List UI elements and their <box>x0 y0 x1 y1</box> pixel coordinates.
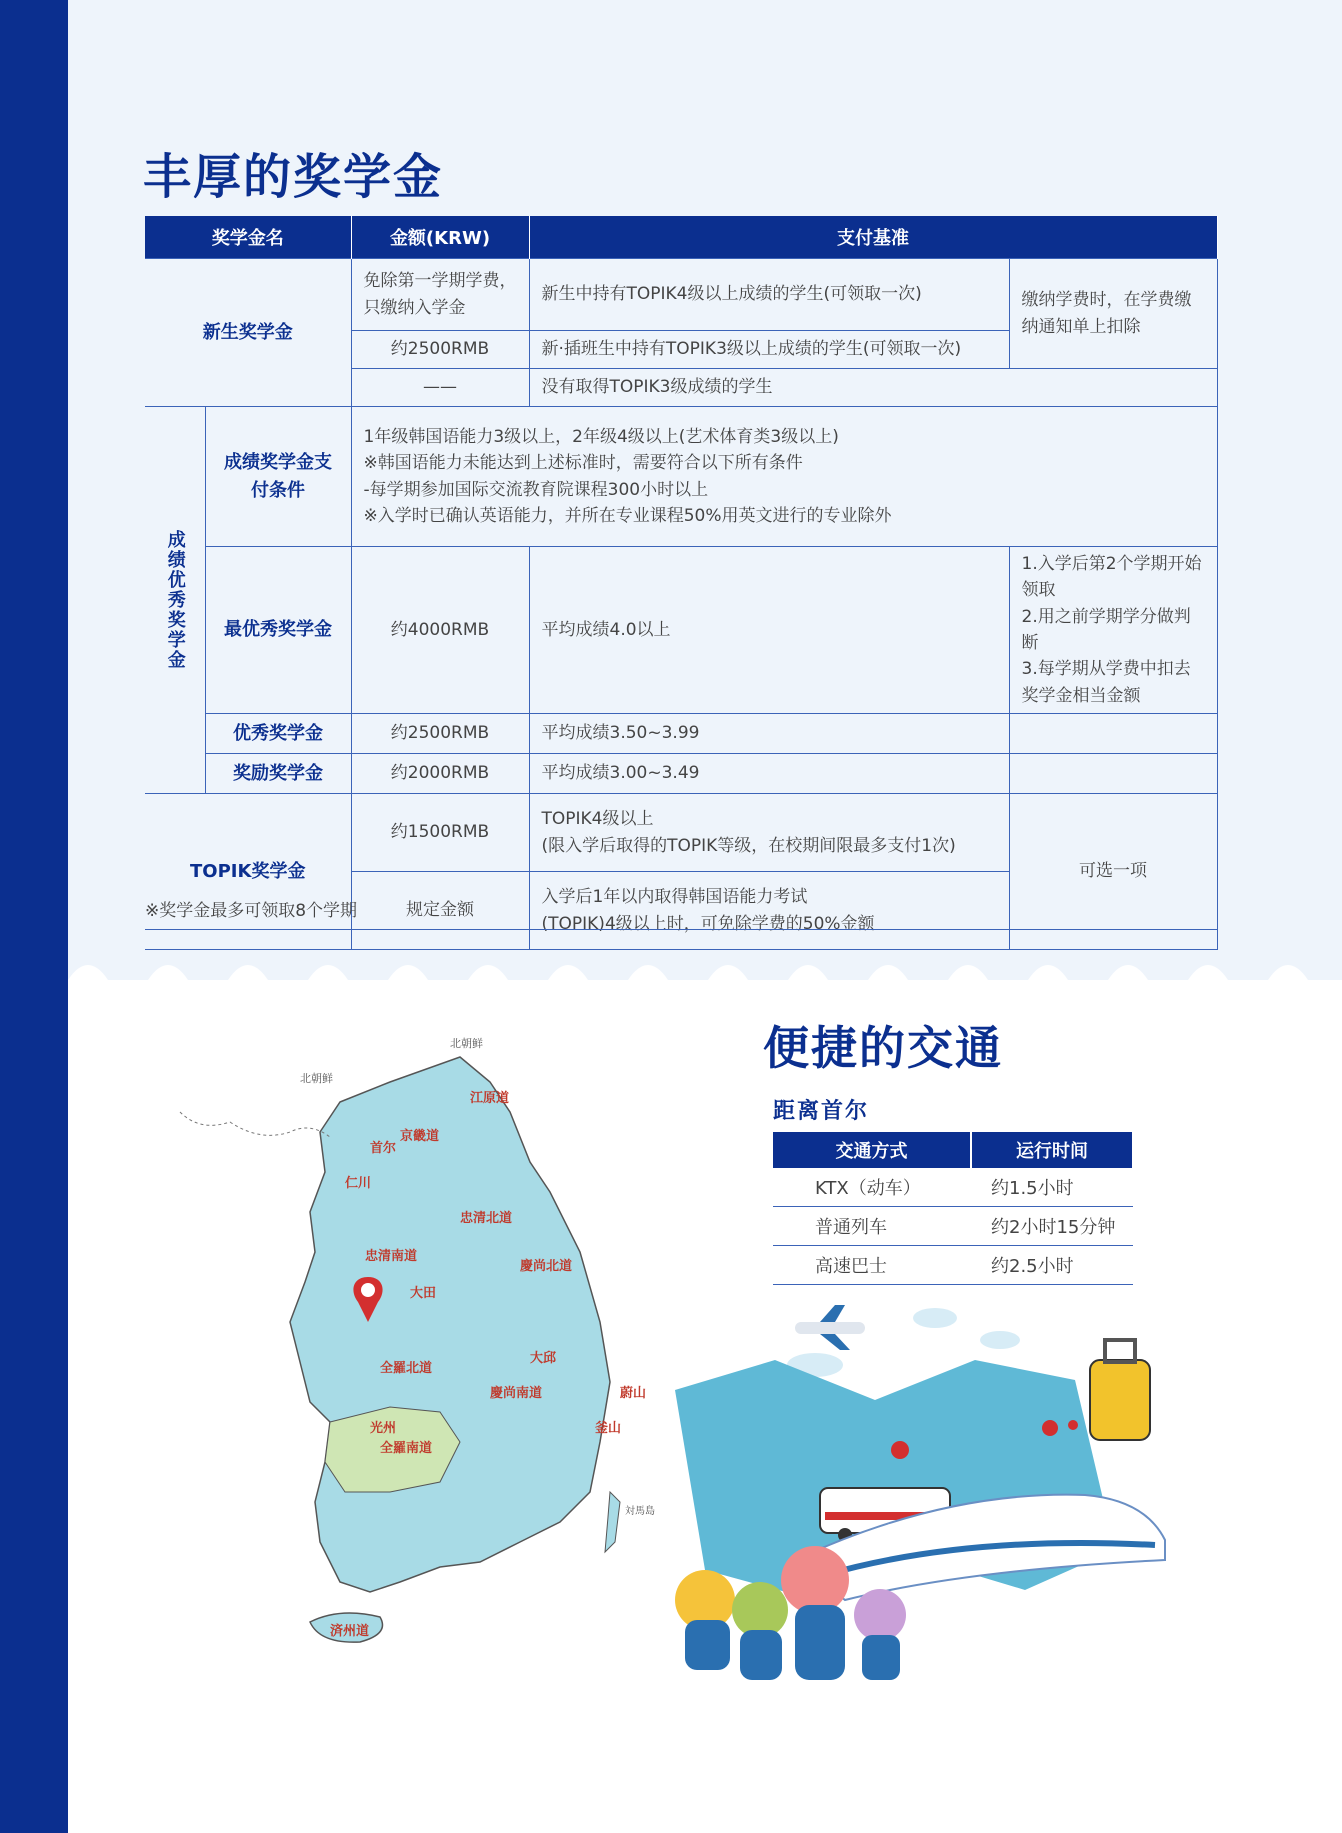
header-amount: 金额(KRW) <box>351 216 529 259</box>
scholarship-header-row <box>145 216 1217 259</box>
transport-title: 便捷的交通 <box>763 1021 1003 1075</box>
map-label-gyeongbuk: 慶尚北道 <box>520 1259 573 1274</box>
merit-group-name: 成绩优秀奖学金 <box>145 407 205 794</box>
scholarship-title: 丰厚的奖学金 <box>143 149 444 205</box>
map-label-incheon: 仁川 <box>345 1176 372 1191</box>
transport-illustration <box>645 1300 1175 1700</box>
map-label-daejeon: 大田 <box>410 1286 437 1301</box>
suitcase-icon <box>1090 1340 1150 1440</box>
map-label-jeonnam: 全羅南道 <box>380 1441 433 1456</box>
merit-note-1: 1.入学后第2个学期开始领取 <box>1021 554 1202 601</box>
mainland-shape <box>290 1057 610 1592</box>
map-label-chungbuk: 忠清北道 <box>460 1211 513 1226</box>
map-label-jeonbuk: 全羅北道 <box>380 1361 433 1376</box>
freshman-scholarship-name: 新生奖学金 <box>145 259 351 407</box>
table-row <box>773 1168 1133 1207</box>
transport-subtitle: 距离首尔 <box>773 1099 870 1124</box>
tier-criteria-excellent: 平均成绩3.50~3.99 <box>529 714 1009 754</box>
topik-choice-note: 可选一项 <box>1009 794 1217 950</box>
map-label-jeju: 済州道 <box>330 1624 370 1639</box>
merit-condition-1: 1年级韩国语能力3级以上，2年级4级以上(艺术体育类3级以上) <box>363 426 839 447</box>
merit-conditions <box>351 407 1217 547</box>
table-row <box>145 714 1217 754</box>
table-row <box>145 259 1217 331</box>
tier-criteria-top: 平均成绩4.0以上 <box>529 547 1009 714</box>
header-criteria: 支付基准 <box>529 216 1217 259</box>
airplane-icon <box>795 1305 865 1350</box>
map-label-north-korea-2: 北朝鲜 <box>300 1072 333 1085</box>
transport-table <box>773 1132 1134 1285</box>
topik-amount-1: 约1500RMB <box>351 794 529 872</box>
topik-criteria-1-line1: TOPIK4级以上 <box>541 809 654 830</box>
transport-mode-1: KTX（动车） <box>773 1168 971 1207</box>
scholarship-table <box>145 216 1218 950</box>
map-label-gyeonggi: 京畿道 <box>400 1129 440 1144</box>
map-label-busan: 釜山 <box>595 1421 622 1436</box>
transport-time-1: 约1.5小时 <box>971 1168 1133 1207</box>
tier-amount-excellent: 约2500RMB <box>351 714 529 754</box>
tier-amount-top: 约4000RMB <box>351 547 529 714</box>
freshman-criteria-2: 新·插班生中持有TOPIK3级以上成绩的学生(可领取一次) <box>529 331 1009 369</box>
tier-name-reward: 奖励奖学金 <box>205 754 351 794</box>
merit-condition-3: -每学期参加国际交流教育院课程300小时以上 <box>363 479 709 500</box>
merit-note-3: 3.每学期从学费中扣去奖学金相当金额 <box>1021 659 1191 706</box>
left-accent-bar <box>0 0 68 1833</box>
map-label-chungnam: 忠清南道 <box>365 1249 418 1264</box>
tier-name-top: 最优秀奖学金 <box>205 547 351 714</box>
topik-criteria-2-line1: 入学后1年以内取得韩国语能力考试 <box>541 887 808 908</box>
topik-criteria-1-line2: (限入学后取得的TOPIK等级，在校期间限最多支付1次) <box>541 835 956 856</box>
freshman-amount-1: 免除第一学期学费，只缴纳入学金 <box>351 259 529 331</box>
transport-time-2: 约2小时15分钟 <box>971 1207 1133 1246</box>
topik-criteria-1 <box>529 794 1009 872</box>
map-label-gangwon: 江原道 <box>470 1091 510 1106</box>
transport-header-row <box>773 1132 1133 1168</box>
table-row <box>773 1207 1133 1246</box>
merit-notes <box>1009 547 1217 714</box>
map-label-north-korea-1: 北朝鲜 <box>450 1037 483 1050</box>
map-label-gwangju: 光州 <box>370 1421 397 1436</box>
map-label-daegu: 大邱 <box>530 1351 557 1366</box>
freshman-payment-note: 缴纳学费时，在学费缴纳通知单上扣除 <box>1009 259 1217 369</box>
wave-divider <box>68 945 1342 1015</box>
korea-map <box>140 1022 660 1672</box>
transport-header-time: 运行时间 <box>971 1132 1133 1168</box>
merit-condition-4: ※入学时已确认英语能力，并所在专业课程50%用英文进行的专业除外 <box>363 505 892 526</box>
table-row <box>773 1246 1133 1285</box>
transport-mode-3: 高速巴士 <box>773 1246 971 1285</box>
map-label-gyeongnam: 慶尚南道 <box>490 1386 543 1401</box>
transport-time-3: 约2.5小时 <box>971 1246 1133 1285</box>
table-row <box>145 794 1217 872</box>
tier-amount-reward: 约2000RMB <box>351 754 529 794</box>
tier-name-excellent: 优秀奖学金 <box>205 714 351 754</box>
transport-mode-2: 普通列车 <box>773 1207 971 1246</box>
transport-header-mode: 交通方式 <box>773 1132 971 1168</box>
table-row <box>145 547 1217 714</box>
table-row <box>145 407 1217 547</box>
tier-empty-excellent <box>1009 714 1217 754</box>
tier-criteria-reward: 平均成绩3.00~3.49 <box>529 754 1009 794</box>
tier-empty-reward <box>1009 754 1217 794</box>
freshman-criteria-1: 新生中持有TOPIK4级以上成绩的学生(可领取一次) <box>529 259 1009 331</box>
freshman-criteria-3: 没有取得TOPIK3级成绩的学生 <box>529 369 1217 407</box>
merit-note-2: 2.用之前学期学分做判断 <box>1021 606 1191 654</box>
map-label-seoul: 首尔 <box>370 1141 397 1156</box>
map-label-tsushima: 対馬島 <box>625 1506 655 1517</box>
merit-conditions-name: 成绩奖学金支付条件 <box>205 407 351 547</box>
merit-condition-2: ※韩国语能力未能达到上述标准时，需要符合以下所有条件 <box>363 453 803 474</box>
topik-scholarship-name: TOPIK奖学金 <box>145 794 351 950</box>
scholarship-footnote: ※奖学金最多可领取8个学期 <box>145 896 1217 930</box>
topik-criteria-2-line2: (TOPIK)4级以上时，可免除学费的50%金额 <box>541 913 875 934</box>
tsushima-shape <box>605 1492 620 1552</box>
topik-amount-2: 规定金额 <box>351 872 529 950</box>
freshman-amount-2: 约2500RMB <box>351 331 529 369</box>
freshman-amount-3: —— <box>351 369 529 407</box>
header-name: 奖学金名 <box>145 216 351 259</box>
table-row <box>145 754 1217 794</box>
map-label-ulsan: 蔚山 <box>620 1386 647 1401</box>
dmz-line <box>180 1112 330 1137</box>
